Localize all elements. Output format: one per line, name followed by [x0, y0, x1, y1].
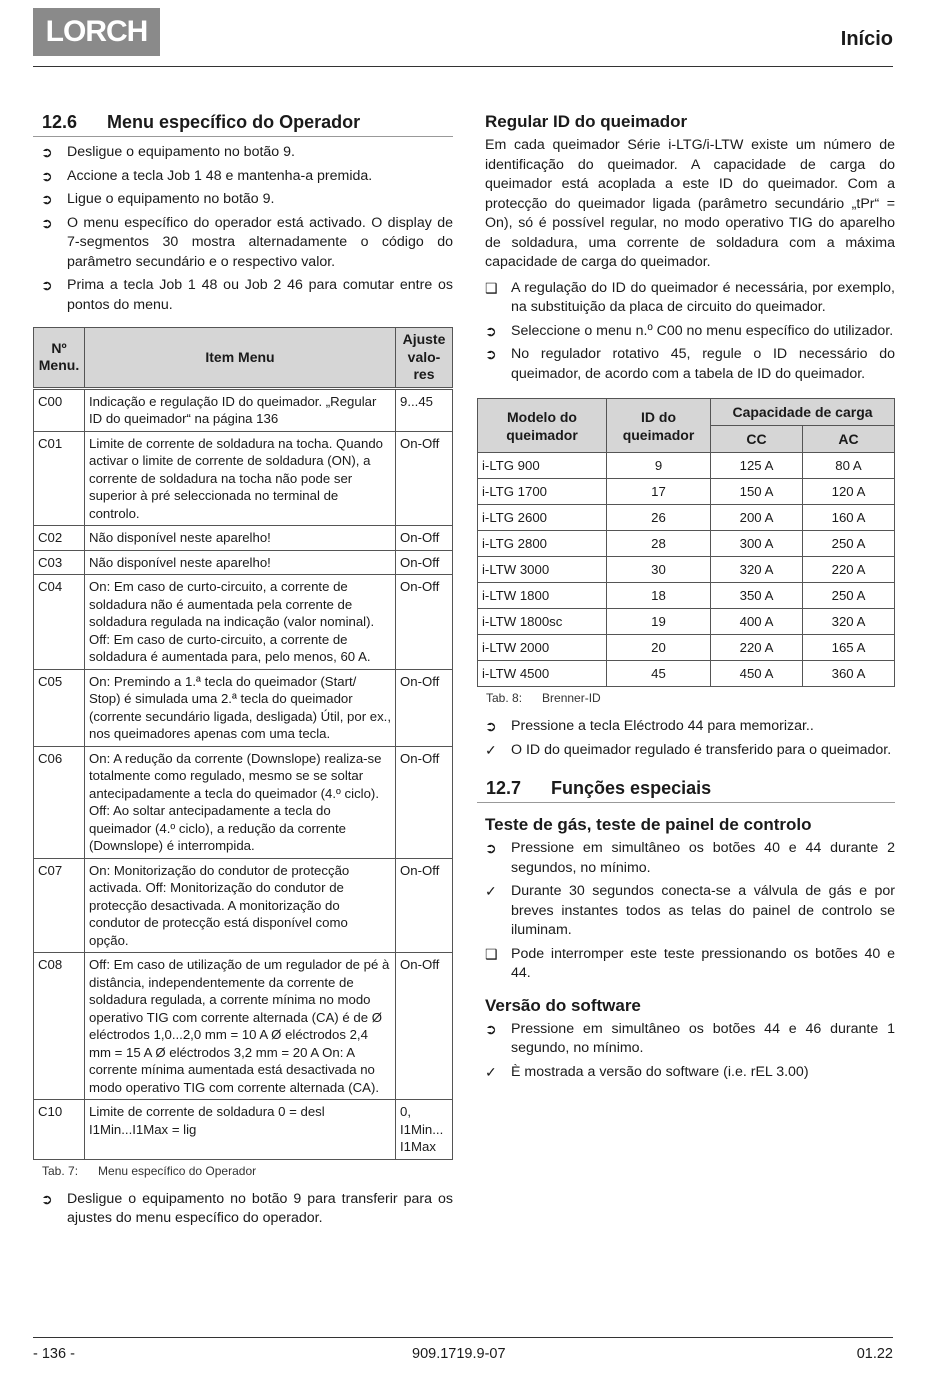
list-item-text: Prima a tecla Job 1 48 ou Job 2 46 para comutar entre os pontos do menu.: [67, 277, 453, 313]
checkmark-icon: ✓: [485, 1063, 497, 1080]
footer-date: 01.22: [856, 1346, 893, 1362]
table-row: [34, 388, 453, 431]
checkbox-icon: ❑: [485, 279, 498, 296]
burner-cc-cell: 450 A: [711, 661, 803, 687]
list-item-text: È mostrada a versão do software (i.e. rEL 3.00): [511, 1063, 809, 1080]
table-row: [34, 575, 453, 670]
caption-text: Brenner-ID: [542, 691, 601, 705]
list-item: [41, 1190, 453, 1229]
burner-id-cell: 19: [607, 609, 711, 635]
list-item-text: Pressione em simultâneo os botões 40 e 44 durante 2 segundos, no mínimo.: [511, 840, 895, 876]
table-8-caption: [486, 691, 895, 705]
list-item-text: Ligue o equipamento no botão 9.: [67, 191, 275, 207]
subsection-title-software: Versão do software: [485, 995, 641, 1015]
col-header-id: ID do queimador: [607, 399, 711, 453]
burner-id-cell: 45: [607, 661, 711, 687]
menu-code-cell: C06: [34, 746, 85, 858]
table-row: [478, 609, 895, 635]
table-row: [478, 635, 895, 661]
left-column: [33, 112, 453, 1233]
col-header-cc: CC: [711, 426, 803, 453]
arrow-icon: ➲: [485, 346, 497, 362]
list-item: [485, 1020, 895, 1059]
list-item: [41, 214, 453, 273]
gas-test-steps: [477, 839, 895, 984]
section-number: 12.7: [486, 778, 522, 798]
caption-number: Tab. 8:: [486, 691, 523, 705]
arrow-icon: ➲: [41, 1190, 53, 1207]
menu-code-cell: C10: [34, 1100, 85, 1160]
arrow-icon: ➲: [41, 191, 53, 207]
list-item: [41, 276, 453, 315]
header-divider: [33, 66, 893, 67]
burner-id-cell: 26: [607, 505, 711, 531]
table-row: [34, 550, 453, 575]
list-item-text: Pressione a tecla Eléctrodo 44 para memorizar..: [511, 718, 814, 734]
right-column: [477, 112, 895, 1086]
list-item: [485, 322, 895, 342]
burner-model-cell: i-LTW 1800sc: [478, 609, 607, 635]
menu-code-cell: C03: [34, 550, 85, 575]
menu-val-cell: On-Off: [396, 858, 453, 953]
page-header-title: Início: [840, 28, 893, 50]
footer-doc-number: 909.1719.9-07: [412, 1346, 506, 1362]
menu-desc-cell: Indicação e regulação ID do queimador. „Regular ID do queimador“ na página 136: [85, 388, 396, 431]
burner-ac-cell: 220 A: [803, 557, 895, 583]
burner-model-cell: i-LTG 2600: [478, 505, 607, 531]
burner-ac-cell: 80 A: [803, 453, 895, 479]
col-header-capacity: Capacidade de carga: [711, 399, 895, 426]
menu-code-cell: C08: [34, 953, 85, 1100]
menu-code-cell: C05: [34, 669, 85, 746]
burner-id-table: [477, 398, 895, 687]
burner-id-steps: [477, 279, 895, 385]
section-heading-12-6: [33, 112, 453, 137]
burner-ac-cell: 250 A: [803, 531, 895, 557]
table-row: [34, 526, 453, 551]
table-row: [34, 1100, 453, 1160]
table-row: [478, 505, 895, 531]
menu-desc-cell: On: Premindo a 1.ª tecla do queimador (Start/ Stop) é simulada uma 2.ª tecla do queimador (corrente secundário ligada, desligada) Útil, por ex., nos queimadores apenas com uma tecla.: [85, 669, 396, 746]
lorch-logo: LORCH: [33, 8, 160, 56]
menu-val-cell: 0, I1Min... I1Max: [396, 1100, 453, 1160]
burner-model-cell: i-LTG 1700: [478, 479, 607, 505]
burner-id-paragraph: Em cada queimador Série i-LTG/i-LTW existe um número de identificação do queimador. A capacidade de carga do queimador está acoplada a este ID do queimador. Com a protecção do queimador ligada (parâmetro secundário „tPr“ = On), só é possível regular, no modo operativo TIG do aparelho de soldadura, uma corrente de soldadura com a máxima capacidade de carga do queimador.: [485, 137, 895, 270]
menu-desc-cell: Não disponível neste aparelho!: [85, 550, 396, 575]
section-number: 12.6: [42, 112, 78, 132]
table-row: [34, 669, 453, 746]
list-item: [41, 143, 453, 163]
col-header-menu-item: Item Menu: [85, 328, 396, 389]
menu-desc-cell: On: A redução da corrente (Downslope) realiza-se totalmente como regulado, mesmo se se soltar antecipadamente a tecla do queimador (4.º ciclo). Off: Ao soltar antecipadamente a tecla do queimador (4.º ciclo), a redução da corrente (Downslope) é interrompida.: [85, 746, 396, 858]
list-item-text: Pressione em simultâneo os botões 44 e 46 durante 1 segundo, no mínimo.: [511, 1020, 895, 1056]
table-row: [478, 661, 895, 687]
arrow-icon: ➲: [485, 718, 497, 734]
burner-model-cell: i-LTW 3000: [478, 557, 607, 583]
arrow-icon: ➲: [41, 167, 53, 184]
arrow-icon: ➲: [41, 144, 53, 160]
list-item: [485, 882, 895, 941]
table-row: [478, 453, 895, 479]
section-title: Menu específico do Operador: [107, 112, 361, 132]
caption-number: Tab. 7:: [42, 1163, 79, 1178]
col-header-ac: AC: [803, 426, 895, 453]
menu-desc-cell: Limite de corrente de soldadura 0 = desl I1Min...I1Max = lig: [85, 1100, 396, 1160]
subsection-title-burner-id: Regular ID do queimador: [485, 112, 688, 131]
list-item: [485, 717, 895, 737]
burner-id-cell: 30: [607, 557, 711, 583]
checkbox-icon: ❑: [485, 945, 498, 962]
checkmark-icon: ✓: [485, 741, 497, 758]
burner-cc-cell: 200 A: [711, 505, 803, 531]
menu-val-cell: On-Off: [396, 550, 453, 575]
list-item-text: No regulador rotativo 45, regule o ID necessário do queimador, de acordo com a tabela de ID do queimador.: [511, 346, 895, 382]
menu-val-cell: On-Off: [396, 526, 453, 551]
arrow-icon: ➲: [41, 277, 53, 293]
burner-cc-cell: 400 A: [711, 609, 803, 635]
menu-val-cell: 9...45: [396, 388, 453, 431]
arrow-icon: ➲: [41, 214, 53, 231]
list-item: [485, 345, 895, 384]
section-heading-12-7: [477, 778, 895, 803]
menu-desc-cell: On: Em caso de curto-circuito, a corrente de soldadura não é aumentada pela corrente de soldadura regulada na indicação (valor nominal). Off: Em caso de curto-circuito, a corrente de soldadura é aumentada para, pelo menos, 60 A.: [85, 575, 396, 670]
burner-model-cell: i-LTW 2000: [478, 635, 607, 661]
checkmark-icon: ✓: [485, 883, 497, 899]
burner-cc-cell: 125 A: [711, 453, 803, 479]
menu-desc-cell: Off: Em caso de utilização de um regulador de pé à distância, independentemente da corrente de soldadura regulada, a corrente mínima no modo operativo TIG com corrente alternada (CA) é de Ø eléctrodos 1,0...2,0 mm = 10 A Ø eléctrodos 2,4 mm = 15 A Ø eléctrodos 3,2 mm = 20 A On: A corrente mínima aumentada está desactivada no modo operativo TIG com corrente alternada (CA).: [85, 953, 396, 1100]
menu-val-cell: On-Off: [396, 746, 453, 858]
burner-id-cell: 18: [607, 583, 711, 609]
arrow-icon: ➲: [485, 840, 497, 856]
table-row: [478, 531, 895, 557]
menu-val-cell: On-Off: [396, 431, 453, 526]
burner-ac-cell: 160 A: [803, 505, 895, 531]
burner-cc-cell: 320 A: [711, 557, 803, 583]
arrow-icon: ➲: [485, 1020, 497, 1037]
burner-cc-cell: 350 A: [711, 583, 803, 609]
list-item: [41, 167, 453, 187]
section-title: Funções especiais: [551, 778, 712, 798]
list-item-text: Desligue o equipamento no botão 9 para transferir para os ajustes do menu específico do operador.: [67, 1190, 453, 1226]
software-steps: [477, 1020, 895, 1083]
caption-text: Menu específico do Operador: [98, 1163, 257, 1178]
list-item-text: Accione a tecla Job 1 48 e mantenha-a premida.: [67, 167, 373, 184]
burner-ac-cell: 165 A: [803, 635, 895, 661]
list-item: [485, 839, 895, 878]
list-item: [41, 190, 453, 210]
menu-val-cell: On-Off: [396, 669, 453, 746]
table-row: [478, 583, 895, 609]
table-row: [34, 858, 453, 953]
footer-page-number: - 136 -: [33, 1346, 75, 1362]
table-row: [34, 953, 453, 1100]
footer-divider: [33, 1337, 893, 1338]
list-item-text: Pode interromper este teste pressionando os botões 40 e 44.: [511, 945, 895, 981]
table-row: [478, 479, 895, 505]
burner-model-cell: i-LTG 2800: [478, 531, 607, 557]
burner-cc-cell: 300 A: [711, 531, 803, 557]
list-item-text: Desligue o equipamento no botão 9.: [67, 144, 295, 160]
menu-desc-cell: Limite de corrente de soldadura na tocha. Quando activar o limite de corrente de soldadura (ON), a corrente de soldadura na tocha não pode ser superior à pré seleccionada no terminal de controlo.: [85, 431, 396, 526]
list-item-text: O ID do queimador regulado é transferido para o queimador.: [511, 741, 892, 758]
menu-desc-cell: Não disponível neste aparelho!: [85, 526, 396, 551]
menu-code-cell: C01: [34, 431, 85, 526]
table-row: [34, 746, 453, 858]
menu-desc-cell: On: Monitorização do condutor de protecção activada. Off: Monitorização do condutor de protecção desactivada. A monitorização do condutor de protecção está disponível como opção.: [85, 858, 396, 953]
burner-id-cell: 28: [607, 531, 711, 557]
burner-model-cell: i-LTW 1800: [478, 583, 607, 609]
burner-ac-cell: 360 A: [803, 661, 895, 687]
burner-model-cell: i-LTG 900: [478, 453, 607, 479]
burner-id-cell: 20: [607, 635, 711, 661]
burner-model-cell: i-LTW 4500: [478, 661, 607, 687]
col-header-menu-no: Nº Menu.: [34, 328, 85, 389]
burner-id-cell: 9: [607, 453, 711, 479]
list-item-text: Durante 30 segundos conecta-se a válvula de gás e por breves instantes todos as telas do painel de controlo se iluminam.: [511, 883, 895, 938]
menu-code-cell: C02: [34, 526, 85, 551]
subsection-title-gas-test: Teste de gás, teste de painel de controlo: [485, 815, 812, 834]
list-item-text: O menu específico do operador está activado. O display de 7-segmentos 30 mostra alternadamente o código do parâmetro secundário e o respectivo valor.: [67, 214, 453, 270]
menu-code-cell: C04: [34, 575, 85, 670]
list-item: [485, 741, 895, 761]
burner-id-cell: 17: [607, 479, 711, 505]
menu-val-cell: On-Off: [396, 953, 453, 1100]
menu-code-cell: C00: [34, 388, 85, 431]
list-item: [485, 279, 895, 318]
list-item: [485, 1063, 895, 1083]
table-row: [478, 557, 895, 583]
burner-ac-cell: 120 A: [803, 479, 895, 505]
burner-cc-cell: 150 A: [711, 479, 803, 505]
operator-menu-table: [33, 327, 453, 1160]
col-header-values: Ajuste valo- res: [396, 328, 453, 389]
burner-ac-cell: 250 A: [803, 583, 895, 609]
burner-cc-cell: 220 A: [711, 635, 803, 661]
menu-val-cell: On-Off: [396, 575, 453, 670]
menu-code-cell: C07: [34, 858, 85, 953]
arrow-icon: ➲: [485, 322, 497, 339]
list-item-text: A regulação do ID do queimador é necessária, por exemplo, na substituição da placa de circuito do queimador.: [511, 279, 895, 315]
col-header-model: Modelo do queimador: [478, 399, 607, 453]
burner-ac-cell: 320 A: [803, 609, 895, 635]
list-item-text: Seleccione o menu n.º C00 no menu específico do utilizador.: [511, 322, 894, 339]
table-row: [34, 431, 453, 526]
table-7-caption: [42, 1164, 453, 1178]
left-steps-list: [33, 143, 453, 315]
after-steps-list: [477, 717, 895, 760]
list-item: [485, 945, 895, 984]
